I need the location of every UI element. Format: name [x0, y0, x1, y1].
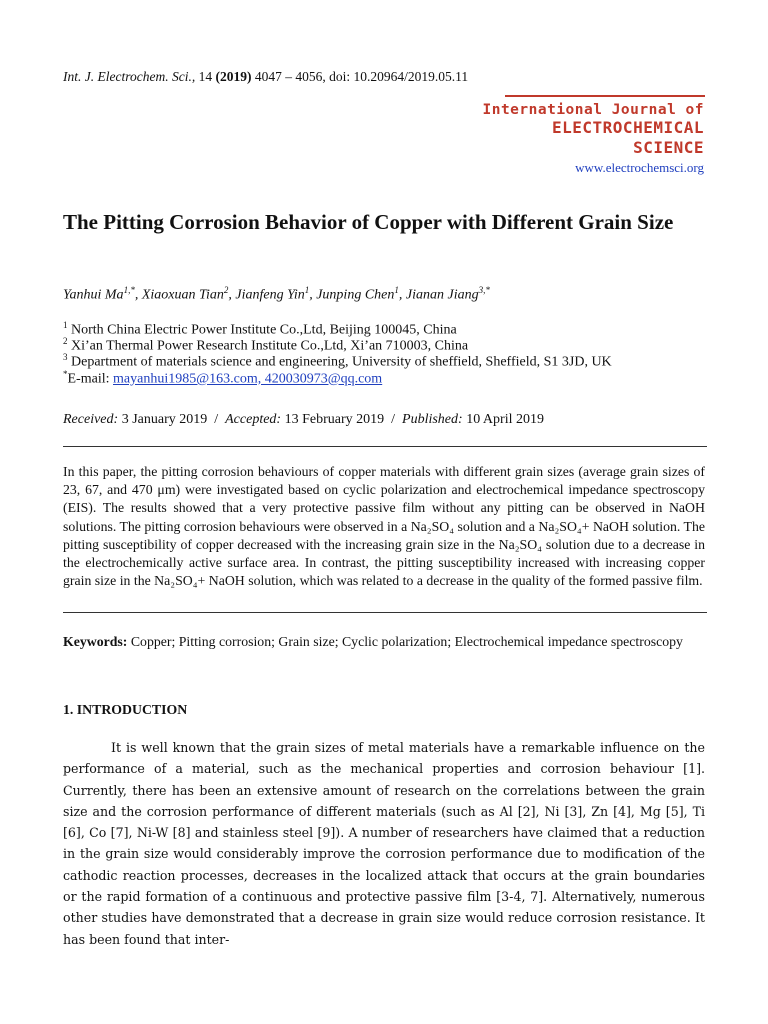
keywords-text: Copper; Pitting corrosion; Grain size; Cyclic polarization; Electrochemical impedance spectroscopy: [127, 634, 683, 649]
email-label: E-mail:: [67, 371, 113, 387]
affiliation-mark: 1: [63, 320, 68, 330]
email-line: [63, 369, 382, 388]
email-mark: *: [63, 369, 68, 379]
intro-paragraph: It is well known that the grain sizes of metal materials have a remarkable influence on the performance of a material, such as the mechanical properties and corrosion behaviour [1]. Currently, there has been an extensive amount of research on the correlations between the grain size and the corrosion performance of different materials (such as Al [2], Ni [3], Zn [4], Mg [5], Ti [6], Co [7], Ni-W [8] and stainless steel [9]). A number of researchers have claimed that a reduction in the grain size would considerably improve the corrosion performance due to modification of the cathodic reaction processes, decreases in the localized attack that occurs at the grain boundaries or the rapid formation of a continuous and protective passive film [3-4, 7]. Alternatively, numerous other studies have demonstrated that a decrease in grain size would reduce corrosion resistance. It has been found that inter-: [63, 740, 705, 947]
author-affil-mark: 1,*: [123, 285, 135, 295]
keywords-label: Keywords:: [63, 634, 128, 649]
author-name: Xiaoxuan Tian: [141, 287, 224, 303]
paper-title: The Pitting Corrosion Behavior of Copper with Different Grain Size: [63, 210, 674, 234]
journal-abbrev: Int. J. Electrochem. Sci.,: [63, 69, 196, 84]
author-name: Jianfeng Yin: [235, 287, 305, 303]
author-affil-mark: 2: [223, 285, 229, 295]
section-heading: 1. INTRODUCTION: [63, 702, 188, 717]
volume: 14: [198, 69, 213, 84]
author-affil-mark: 1: [304, 285, 310, 295]
affiliation-text: Xi’an Thermal Power Research Institute Co.,Ltd, Xi’an 710003, China: [71, 338, 469, 354]
author-list: Yanhui $Ma^{1,*}$, Xiaoxuan Tian$^2$, Jianfeng Yin$^1$, Junping Chen$^1$, Jianan Jiang$^{3,*}$: [63, 285, 490, 303]
affiliation-text: Department of materials science and engineering, University of sheffield, Sheffield, S1 3JD, UK: [71, 354, 612, 370]
affiliation-text: North China Electric Power Institute Co.,Ltd, Beijing 100045, China: [71, 322, 457, 338]
date-separator: /: [391, 412, 396, 427]
accepted-label: Accepted:: [225, 412, 282, 427]
author-affil-mark: 1: [394, 285, 399, 295]
affiliation-mark: 2: [63, 336, 68, 346]
accepted-date: 13 February 2019: [284, 412, 385, 427]
keywords: [63, 633, 705, 651]
journal-logo-line1: International Journal of: [482, 102, 704, 118]
received-date: 3 January 2019: [121, 412, 208, 427]
journal-logo: [482, 102, 704, 176]
author-name: Jianan Jiang: [405, 287, 479, 303]
received-label: Received:: [63, 412, 119, 427]
published-date: 10 April 2019: [466, 412, 544, 427]
journal-url-link[interactable]: www.electrochemsci.org: [575, 160, 704, 175]
pages-doi: 4047 – 4056, doi: 10.20964/2019.05.11: [254, 69, 469, 84]
published-label: Published:: [402, 412, 463, 427]
date-separator: /: [214, 412, 219, 427]
journal-logo-line3: SCIENCE: [633, 138, 704, 157]
divider-bottom: [63, 612, 707, 613]
affiliation: [63, 352, 612, 371]
abstract: In this paper, the pitting corrosion behaviours of copper materials with different grain sizes (average grain sizes of 23, 67, and 470 μm) were investigated based on cyclic polarization and electrochemical impedance spectroscopy (EIS). The results showed that a very protective passive film without any pitting can be observed in NaOH solutions. The pitting corrosion behaviours were observed in a Na₂SO₄ solution and a Na₂SO₄+ NaOH solution. The pitting susceptibility of copper decreased with the increasing grain size in the Na₂SO₄ solution due to a decrease in the electrochemically active surface area. In contrast, the pitting susceptibility increased with increasing copper grain size in the Na₂SO₄+ NaOH solution, which was related to a decrease in the quality of the formed passive film.: [63, 464, 705, 589]
publication-dates: [63, 412, 544, 428]
affiliation-mark: 3: [63, 352, 68, 362]
email-link[interactable]: mayanhui1985@163.com, 420030973@qq.com: [113, 371, 383, 387]
journal-logo-line2: ELECTROCHEMICAL: [552, 118, 704, 137]
divider-top: [63, 446, 707, 447]
author-affil-mark: 3,*: [478, 285, 490, 295]
year: (2019): [215, 69, 252, 84]
author-name: Yanhui Ma: [63, 287, 124, 303]
author-name: Junping Chen: [316, 287, 395, 303]
citation-line: [63, 69, 468, 85]
logo-rule: [505, 95, 705, 97]
